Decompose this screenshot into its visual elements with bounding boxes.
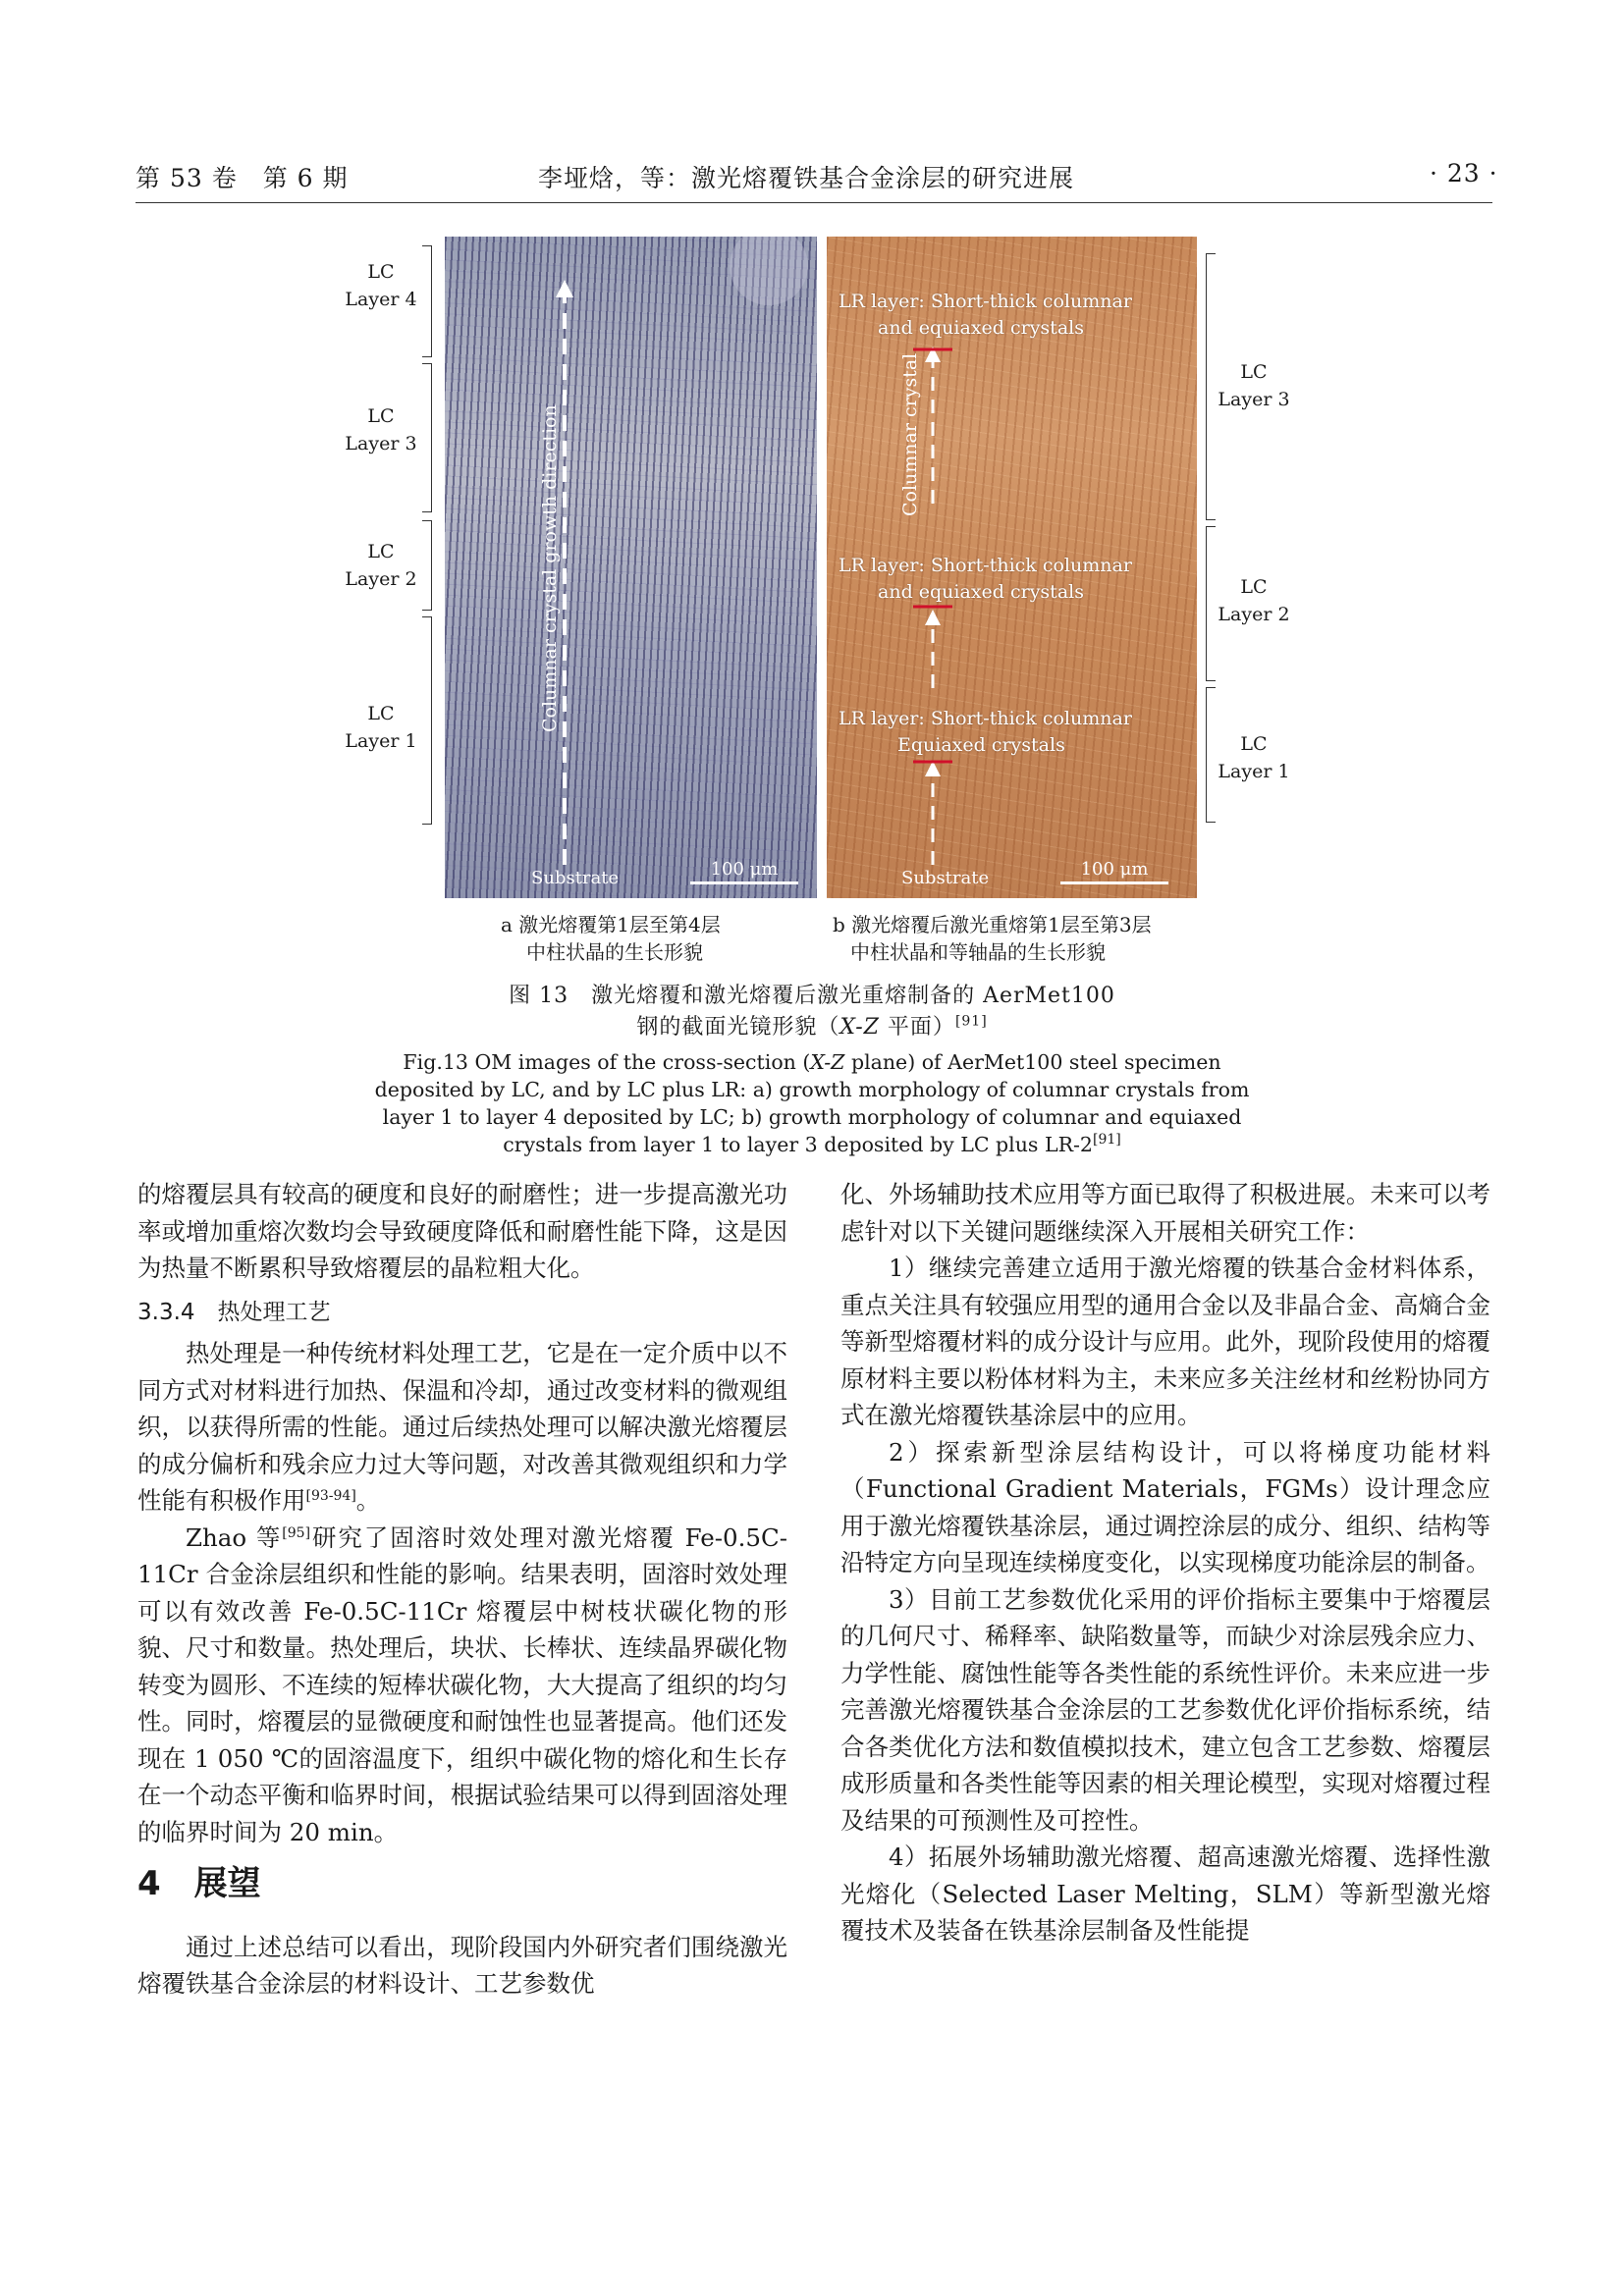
right-para-item-2: 2）探索新型涂层结构设计，可以将梯度功能材料（Functional Gradient Materials，FGMs）设计理念应用于激光熔覆铁基涂层，通过调控涂层的成分、组织、结构等沿特定方向呈现连续梯度变化，以实现梯度功能涂层的制备。 — [840, 1437, 1490, 1576]
caption-en-ref: [91] — [1092, 1132, 1121, 1148]
section-3-3-4-heading: 3.3.4 热处理工艺 — [137, 1299, 331, 1325]
left-column — [137, 1176, 787, 2002]
panel-a-layer3-bracket — [422, 363, 432, 512]
subcaption-a — [501, 911, 721, 966]
panel-a-scale-bar — [690, 859, 798, 884]
panel-a-scale-line — [690, 881, 798, 884]
subcaption-a-line1: a 激光熔覆第1层至第4层 — [501, 913, 721, 936]
caption-en-line1 — [0, 1048, 1624, 1076]
panel-b-lr-bot-line1: LR layer: Short-thick columnar — [839, 708, 1132, 729]
panel-a-growth-direction-label: Columnar crystal growth direction — [539, 404, 561, 732]
panel-b-lr-top-line1: LR layer: Short-thick columnar — [839, 291, 1132, 312]
panel-a-layer1-label: LC Layer 1 — [345, 703, 417, 752]
panel-a-layer2-label: LC Layer 2 — [345, 541, 417, 590]
subcaption-b — [833, 911, 1152, 966]
panel-b-lr-bot-line2: Equiaxed crystals — [897, 734, 1065, 756]
subcaption-b-line1: b 激光熔覆后激光重熔第1层至第3层 — [833, 913, 1152, 936]
right-column — [840, 1176, 1490, 1949]
panel-a-layer4-bracket — [422, 245, 432, 357]
running-title: 李垭焓，等：激光熔覆铁基合金涂层的研究进展 — [538, 164, 1075, 192]
panel-a-layer2-bracket — [422, 520, 432, 611]
left-para-heat-treatment-ref: [93-94] — [305, 1487, 356, 1504]
right-para-1: 化、外场辅助技术应用等方面已取得了积极进展。未来可以考虑针对以下关键问题继续深入开展相关研究工作： — [840, 1180, 1490, 1246]
caption-en-line3: layer 1 to layer 4 deposited by LC; b) growth morphology of columnar and equiaxed — [382, 1105, 1242, 1129]
subcaption-b-line2: 中柱状晶和等轴晶的生长形貌 — [850, 940, 1106, 964]
left-para-1: 的熔覆层具有较高的硬度和良好的耐磨性；进一步提高激光功率或增加重熔次数均会导致硬度降低和耐磨性能下降，这是因为热量不断累积导致熔覆层的晶粒粗大化。 — [137, 1180, 787, 1282]
caption-en-line1-c: plane) of AerMet100 steel specimen — [844, 1050, 1221, 1074]
caption-en-line4 — [0, 1131, 1624, 1158]
panel-a-layer1-bracket — [422, 616, 432, 825]
right-para-item-4: 4）拓展外场辅助激光熔覆、超高速激光熔覆、选择性激光熔化（Selected Laser Melting，SLM）等新型激光熔覆技术及装备在铁基涂层制备及性能提 — [840, 1842, 1490, 1945]
caption-en-line2: deposited by LC, and by LC plus LR: a) growth morphology of columnar crystals from — [374, 1078, 1250, 1101]
panel-b-micrograph — [827, 237, 1197, 898]
caption-zh-line2 — [0, 1013, 1624, 1042]
caption-zh-ref: [91] — [954, 1013, 988, 1030]
panel-b-lr-mid-line2: and equiaxed crystals — [878, 581, 1084, 603]
panel-b-layer1-label: LC Layer 1 — [1218, 733, 1290, 782]
left-para-outlook: 通过上述总结可以看出，现阶段国内外研究者们围绕激光熔覆铁基合金涂层的材料设计、工艺参数优 — [137, 1932, 787, 1998]
panel-b-scale-bar — [1060, 859, 1168, 884]
chapter-4-heading: 4 展望 — [137, 1864, 261, 1903]
page-number: · 23 · — [1430, 159, 1498, 187]
panel-a-scale-text: 100 μm — [710, 859, 779, 880]
panel-a-overlay — [445, 237, 817, 898]
caption-en-plane: X-Z — [810, 1050, 845, 1074]
left-para-heat-treatment-end: 。 — [355, 1486, 381, 1515]
left-para-zhao — [137, 1520, 787, 1851]
caption-zh-plane: X-Z — [839, 1015, 880, 1040]
right-para-item-1: 1）继续完善建立适用于激光熔覆的铁基合金材料体系，重点关注具有较强应用型的通用合金以及非晶合金、高熵合金等新型熔覆材料的成分设计与应用。此外，现阶段使用的熔覆原材料主要以粉体材料为主，未来应多关注丝材和丝粉协同方式在激光熔覆铁基涂层中的应用。 — [840, 1254, 1490, 1429]
subcaption-a-line2: 中柱状晶的生长形貌 — [526, 940, 703, 964]
panel-a-substrate-label: Substrate — [531, 868, 620, 888]
caption-en-line1-a: Fig.13 OM images of the cross-section ( — [403, 1050, 811, 1074]
caption-zh-line2-c: 平面） — [879, 1015, 955, 1040]
panel-b-lr-mid-line1: LR layer: Short-thick columnar — [839, 555, 1132, 576]
panel-a-layer4-label: LC Layer 4 — [345, 261, 417, 310]
panel-b-columnar-label: Columnar crystal — [899, 352, 921, 516]
left-para-zhao-b: 研究了固溶时效处理对激光熔覆 Fe-0.5C-11Cr 合金涂层组织和性能的影响。结果表明，固溶时效处理可以有效改善 Fe-0.5C-11Cr 熔覆层中树枝状碳化物的形貌、尺寸和数量。热处理后，块状、长棒状、连续晶界碳化物转变为圆形、不连续的短棒状碳化物，大大提高了组织的均匀性。同时，熔覆层的显微硬度和耐蚀性也显著提高。他们还发现在 1 050 ℃的固溶温度下，组织中碳化物的熔化和生长存在一个动态平衡和临界时间，根据试验结果可以得到固溶处理的临界时间为 20 min。 — [137, 1522, 787, 1846]
left-para-heat-treatment — [137, 1335, 787, 1520]
panel-b-lr-top-line2: and equiaxed crystals — [878, 317, 1084, 339]
journal-volume-issue: 第 53 卷 第 6 期 — [135, 164, 349, 192]
panel-b-scale-text: 100 μm — [1080, 859, 1149, 880]
panel-b-layer3-label: LC Layer 3 — [1218, 361, 1290, 410]
header-rule — [135, 202, 1492, 203]
left-para-zhao-a: Zhao 等 — [186, 1522, 283, 1552]
caption-zh-line1: 图 13 激光熔覆和激光熔覆后激光重熔制备的 AerMet100 — [509, 984, 1115, 1008]
panel-b-layer2-label: LC Layer 2 — [1218, 576, 1290, 625]
panel-b-substrate-label: Substrate — [901, 868, 990, 888]
panel-b-scale-line — [1060, 881, 1168, 884]
caption-en-line4-text: crystals from layer 1 to layer 3 deposited by LC plus LR-2 — [503, 1133, 1093, 1156]
left-para-heat-treatment-text: 热处理是一种传统材料处理工艺，它是在一定介质中以不同方式对材料进行加热、保温和冷却，通过改变材料的微观组织，以获得所需的性能。通过后续热处理可以解决激光熔覆层的成分偏析和残余应力过大等问题，对改善其微观组织和力学性能有积极作用 — [137, 1339, 787, 1515]
panel-a-micrograph — [445, 237, 817, 898]
caption-zh-line2-a: 钢的截面光镜形貌（ — [636, 1015, 840, 1040]
left-para-zhao-ref: [95] — [282, 1524, 311, 1541]
right-para-item-3: 3）目前工艺参数优化采用的评价指标主要集中于熔覆层的几何尺寸、稀释率、缺陷数量等，而缺少对涂层残余应力、力学性能、腐蚀性能等各类性能的系统性评价。未来应进一步完善激光熔覆铁基合金涂层的工艺参数优化评价指标系统，结合各类优化方法和数值模拟技术，建立包含工艺参数、熔覆层成形质量和各类性能等因素的相关理论模型，实现对熔覆过程及结果的可预测性及可控性。 — [840, 1584, 1490, 1835]
panel-a-layer3-label: LC Layer 3 — [345, 405, 417, 454]
